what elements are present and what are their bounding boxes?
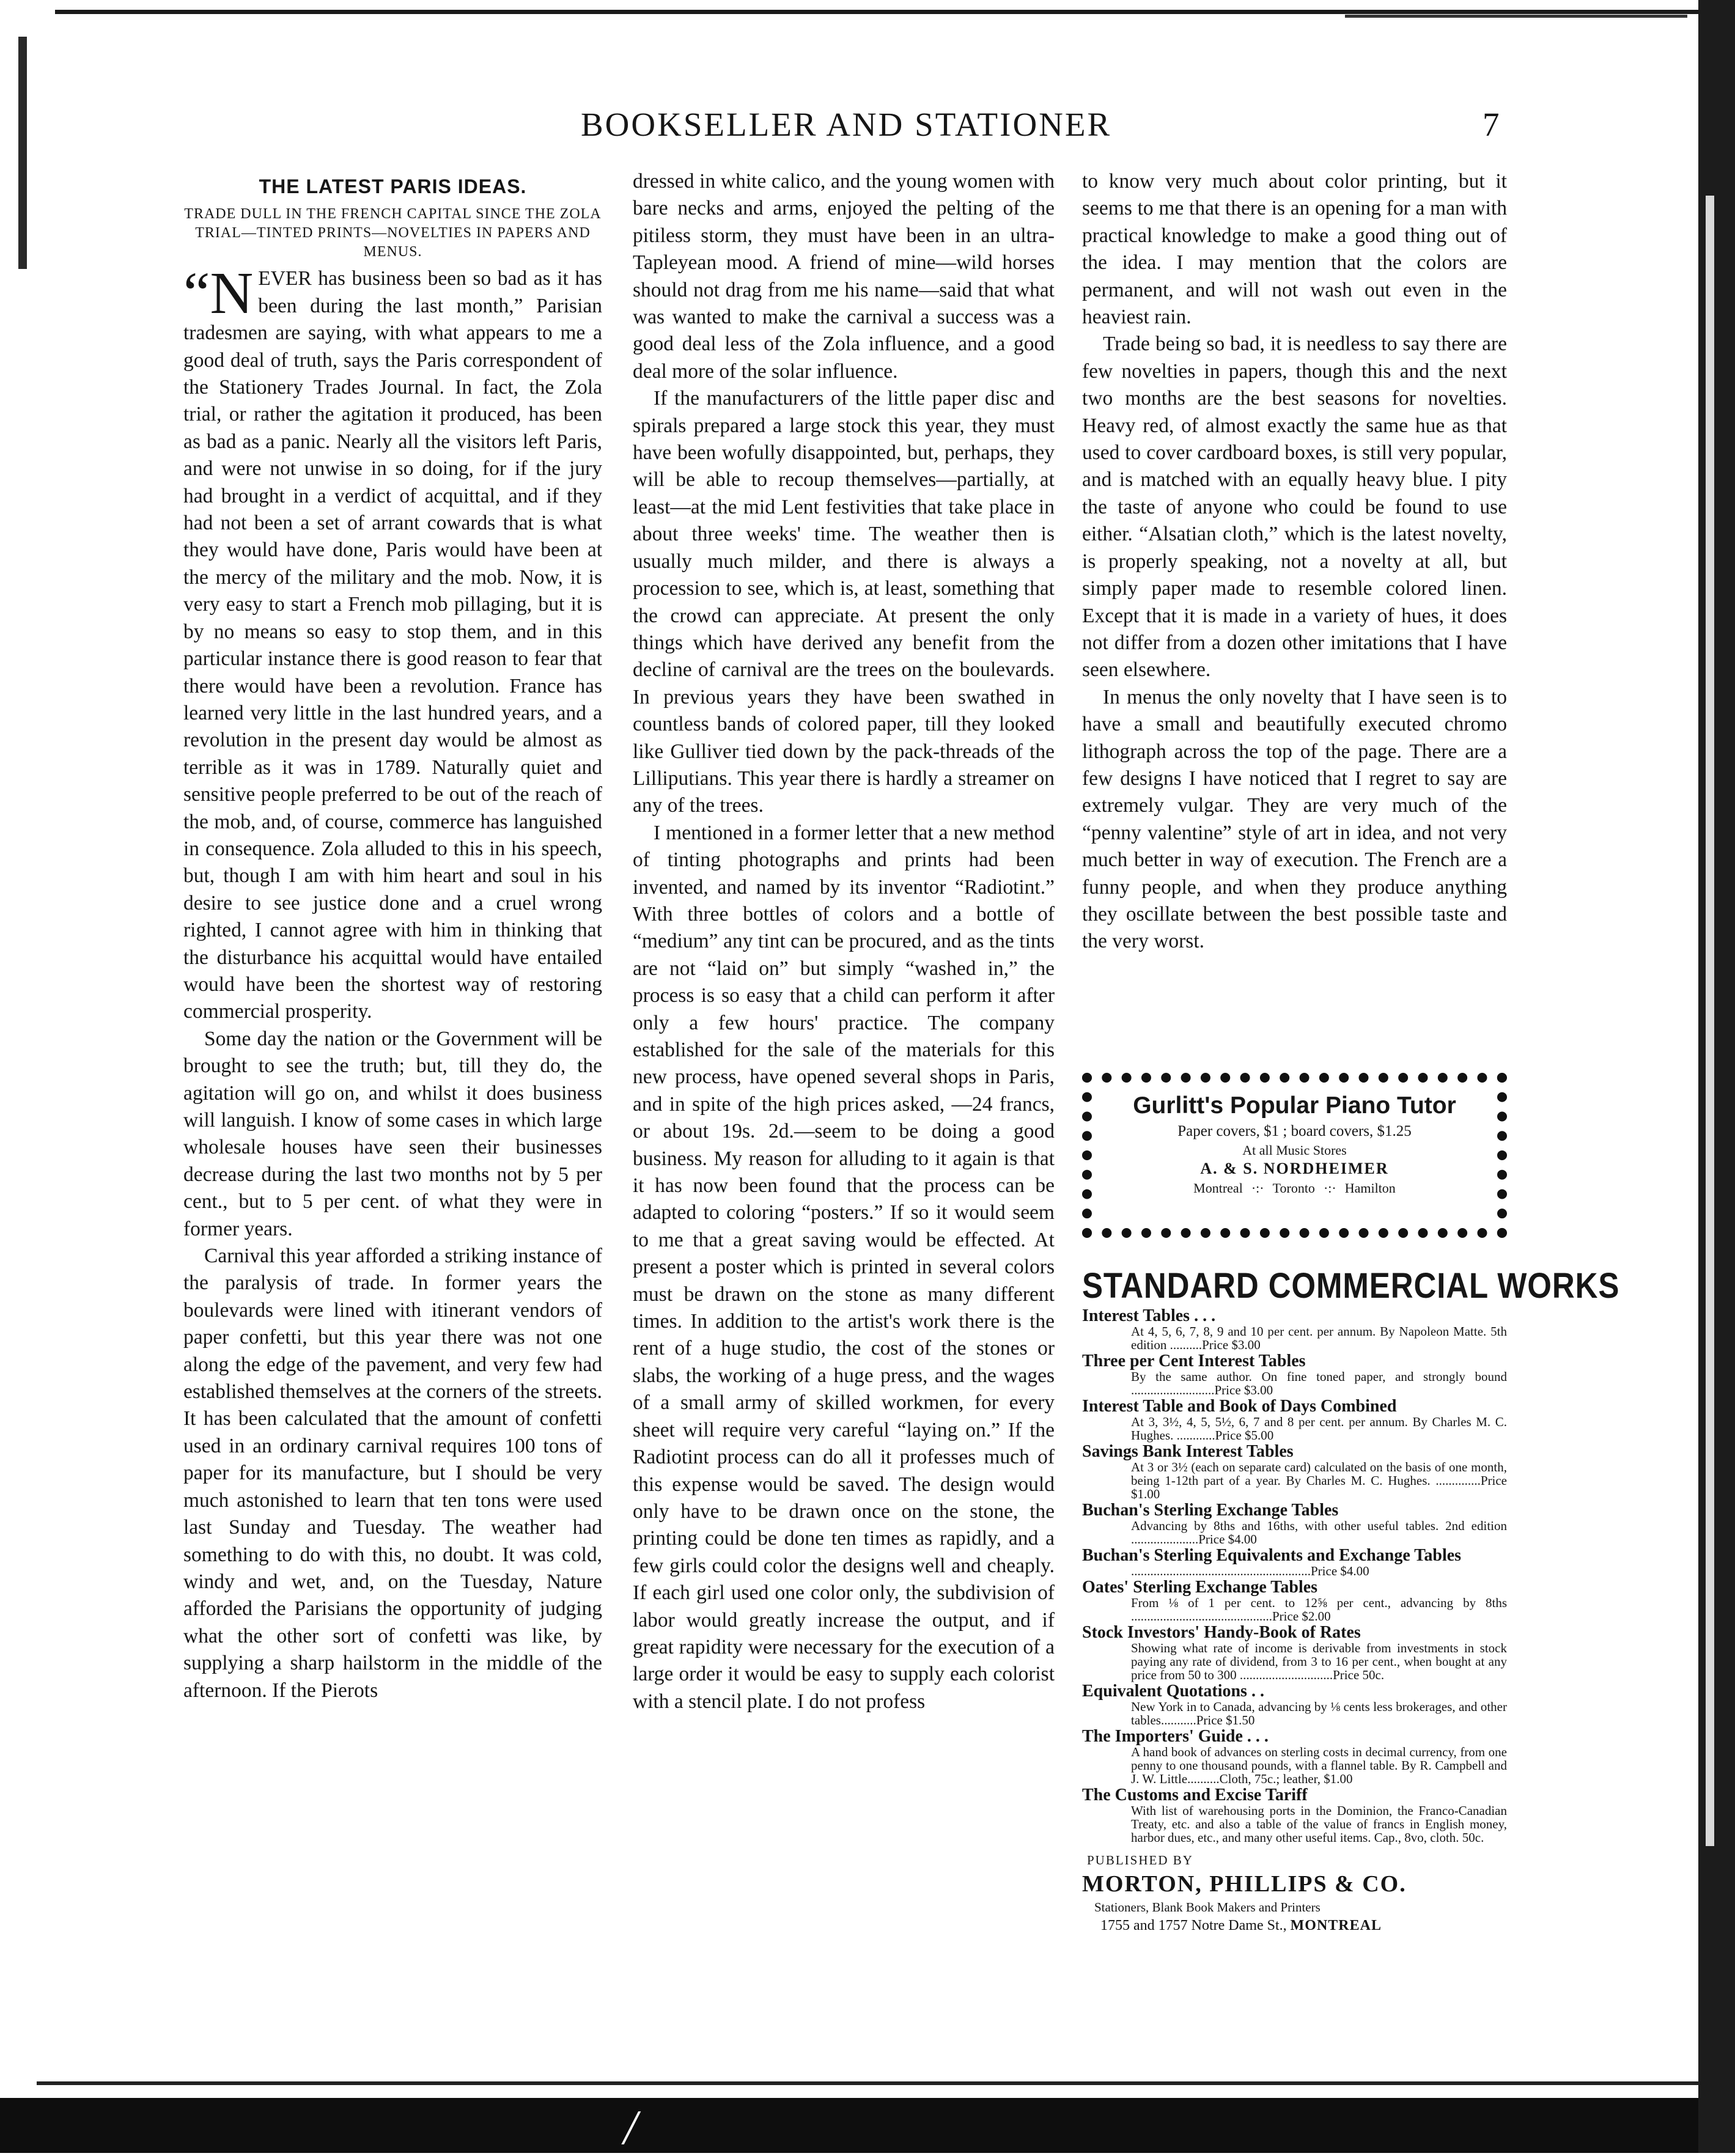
publisher-address: 1755 and 1757 Notre Dame St., MONTREAL (1100, 1918, 1382, 1933)
standard-ad-item-description: At 3 or 3½ (each on separate card) calculated on the basis of one month, being 1-12th part of a year. By Charles M. C. Hughes. ..............Price $1.00 (1131, 1460, 1507, 1501)
standard-ad-item-description: At 4, 5, 6, 7, 8, 9 and 10 per cent. per annum. By Napoleon Matte. 5th edition ..........Price $3.00 (1131, 1324, 1507, 1352)
bottom-rule (37, 2081, 1700, 2085)
gurlitt-ad-prices: Paper covers, $1 ; board covers, $1.25 (1177, 1123, 1412, 1139)
page-header (0, 105, 1735, 154)
article-headline: THE LATEST PARIS IDEAS. (259, 175, 527, 197)
standard-ad-title: STANDARD COMMERCIAL WORKS (1082, 1266, 1620, 1306)
paragraph-4: If the manufacturers of the little paper disc and spirals prepared a large stock this year, they must have been wofully disappointed, but, perhaps, they will be able to recoup themselves—partially, at least—at the mid Lent festivities that take place in about three weeks' time. The weather then is usually much milder, and there is always a procession to see, which is, at least, something that the crowd can appreciate. At present the only things which have derived any benefit from the decline of carnival are the trees on the boulevards. In previous years they have been swathed in countless bands of colored paper, till they looked like Gulliver tied down by the pack-threads of the Lilliputians. This year there is hardly a streamer on any of the trees. (633, 387, 1055, 817)
top-edge-rule-right (1345, 15, 1687, 18)
standard-ad-item-name: Interest Table and Book of Days Combined (1082, 1397, 1397, 1416)
standard-ad-item (1082, 1308, 1507, 1352)
running-head: BOOKSELLER AND STATIONER (581, 106, 1112, 143)
standard-ad-item-name: Oates' Sterling Exchange Tables (1082, 1578, 1318, 1597)
standard-ad-item-description: Showing what rate of income is derivable from investments in stock paying any rate of dividend, from 3 to 16 per cent., when bought at any price from 50 to 300 .............................Price 50c. (1131, 1641, 1507, 1682)
standard-ad-item-name: Stock Investors' Handy-Book of Rates (1082, 1623, 1361, 1642)
gurlitt-ad-title: Gurlitt's Popular Piano Tutor (1133, 1092, 1456, 1119)
bottom-pen-mark: / (624, 2101, 638, 2155)
paragraph-3: Carnival this year afforded a striking instance of the paralysis of trade. In former years the boulevards were lined with itinerant vendors of paper confetti, but this year there was not one along the edge of the pavement, and very few had established themselves at the corners of the streets. It has been calculated that the amount of confetti used in an ordinary carnival requires 100 tons of paper for its manufacture, but I should be very much astonished to learn that ten tons were used last Sunday and Tuesday. The weather had something to do with this, no doubt. It was cold, windy and wet, and, on the Tuesday, Nature afforded the Parisians the opportunity of judging what the other sort of confetti was like, by supplying a sharp hailstorm in the middle of the afternoon. If the Pierots (183, 1245, 602, 1702)
standard-ad-item (1082, 1547, 1507, 1578)
paragraph-3-continued: dressed in white calico, and the young women with bare necks and arms, enjoyed the pelting of the pitiless storm, they must have been in an ultra-Tapleyean mood. A friend of mine—wild horses should not drag from me his name—said that what was wanted to make the carnival a success was a good deal less of the Zola influence, and a good deal more of the solar influence. (633, 170, 1055, 383)
paragraph-5-continued: to know very much about color printing, but it seems to me that there is an opening for a man with practical knowledge to make a good thing out of the idea. I may mention that the colors are permanent, and will not wash out even in the heaviest rain. (1082, 170, 1507, 329)
article-subhead: TRADE DULL IN THE FRENCH CAPITAL SINCE THE ZOLA TRIAL—TINTED PRINTS—NOVELTIES IN PAPERS AND MENUS. (184, 206, 602, 260)
published-by-label: PUBLISHED BY (1087, 1853, 1193, 1867)
standard-ad-item-description: By the same author. On fine toned paper, and strongly bound ..........................Price $3.00 (1131, 1369, 1507, 1397)
paragraph-7: In menus the only novelty that I have seen is to have a small and beautifully executed chromo lithograph across the top of the page. There are a few designs I have noticed that I regret to say are extremely vulgar. They are very much of the “penny valentine” style of art in idea, and not very much better in way of execution. The French are a funny people, and when they produce anything they oscillate between the best possible taste and the very worst. (1082, 685, 1507, 953)
standard-ad-item-name: The Customs and Excise Tariff (1082, 1786, 1308, 1805)
standard-ad-item-description: At 3, 3½, 4, 5, 5½, 6, 7 and 8 per cent. per annum. By Charles M. C. Hughes. ............Price $5.00 (1131, 1415, 1507, 1443)
drop-cap: “N (183, 260, 254, 327)
column-2 (633, 168, 1055, 2008)
standard-ad-item-name: Three per Cent Interest Tables (1082, 1352, 1306, 1370)
standard-ad-item (1082, 1683, 1507, 1727)
standard-commercial-works-advertisement (1082, 1265, 1620, 1981)
gurlitt-ad-publisher: A. & S. NORDHEIMER (1200, 1160, 1389, 1177)
standard-ad-item-name: Buchan's Sterling Equivalents and Exchange Tables (1082, 1546, 1462, 1565)
standard-ad-item (1082, 1579, 1507, 1623)
standard-ad-item-description: A hand book of advances on sterling costs in decimal currency, from one penny to one thousand pounds, with a flannel table. By R. Campbell and J. W. Little..........Cloth, 75c.; leather, $1.00 (1131, 1745, 1507, 1786)
column-3 (1082, 168, 1507, 1061)
gurlitt-ad-cities: Montreal ·:· Toronto ·:· Hamilton (1193, 1180, 1396, 1196)
publisher-description: Stationers, Blank Book Makers and Printers (1094, 1900, 1321, 1915)
standard-ad-item-description: New York in to Canada, advancing by ⅛ cents less brokerages, and other tables...........Price $1.50 (1131, 1699, 1507, 1727)
standard-ad-item-name: Equivalent Quotations . . (1082, 1682, 1264, 1701)
standard-ad-item-name: The Importers' Guide . . . (1082, 1727, 1269, 1746)
standard-ad-item (1082, 1787, 1507, 1844)
paragraph-5: I mentioned in a former letter that a new method of tinting photographs and prints had been invented, and named by its inventor “Radiotint.” With three bottles of colors and a bottle of “medium” any tint can be procured, and as the tints are not “laid on” but simply “washed in,” the process is so easy that a child can perform it after only a few hours' practice. The company established for the sale of the materials for this new process, have opened several shops in Paris, and in spite of the high prices asked, —24 francs, or about 19s. 2d.—seem to be doing a good business. My reason for alluding to it again is that it has now been found that the process can be adapted to coloring “posters.” If so it would seem to me that a great saving would be effected. At present a poster which is printed in several colors must be drawn on the stone as many different times. In addition to the artist's work there is the rent of a huge studio, the cost of the stones or slabs, the working of a huge press, and the wages of a small army of skilled workmen, for every sheet will require very careful “laying on.” If the Radiotint process can do all it professes much of this expense would be saved. The design would only have to be drawn once on the stone, the printing could be done ten times as rapidly, and a few girls could color the designs well and cheaply. If each girl used one color only, the subdivision of labor would greatly increase the output, and if great rapidity were necessary for the execution of a large order it would be easy to supply each colorist with a stencil plate. I do not profess (633, 821, 1055, 1713)
standard-ad-item (1082, 1353, 1507, 1397)
gurlitt-advertisement (1082, 1073, 1507, 1238)
standard-ad-item (1082, 1624, 1507, 1682)
paragraph-2: Some day the nation or the Government will be brought to see the truth; but, till they do, the agitation will go on, and whilst it does business will languish. I know of some cases in which large wholesale houses have seen their businesses decrease during the last two months not by 5 per cent., but to 5 per cent. of what they were in former years. (183, 1027, 602, 1240)
city-hamilton: Hamilton (1344, 1180, 1396, 1196)
right-scan-edge (1698, 0, 1735, 2153)
right-scan-edge-gap (1706, 196, 1714, 1846)
standard-ad-item-name: Savings Bank Interest Tables (1082, 1442, 1294, 1461)
standard-ad-item-description: From ⅛ of 1 per cent. to 12⅝ per cent., advancing by 8ths ............................................Price $2.00 (1131, 1595, 1507, 1624)
standard-ad-list (1082, 1308, 1507, 1844)
standard-ad-item (1082, 1502, 1507, 1546)
paragraph-1: “N EVER has business been so bad as it has been during the last month,” Parisian tradesmen are saying, with what appears to me a good deal of truth, says the Paris correspondent of the Stationery Trades Journal. In fact, the Zola trial, or rather the agitation it produced, has been as bad as a panic. Nearly all the visitors left Paris, and were not unwise in so doing, for if the jury had brought in a verdict of acquittal, and if they had not been a set of arrant cowards that is what they would have done, Paris would have been at the mercy of the military and the mob. Now, it is very easy to start a French mob pillaging, but it is by no means so easy to stop them, and in this particular instance there is good reason to fear that there would have been a revolution. France has learned very little in the last hundred years, and a revolution in the present day would be almost as terrible as it was in 1789. Naturally quiet and sensitive people preferred to be out of the reach of the mob, and, of course, commerce has languished in consequence. Zola alluded to this in his speech, but, though I am with him heart and soul in his desire to see justice done and a cruel wrong righted, I cannot agree with him in thinking that the disturbance his acquittal would have entailed would have been the shortest way of restoring commercial prosperity. (183, 260, 602, 1023)
gurlitt-ad-availability: At all Music Stores (1242, 1142, 1347, 1158)
standard-ad-item-description: With list of warehousing ports in the Dominion, the Franco-Canadian Treaty, etc. and also a table of the value of francs in English money, harbor dues, etc., and many other useful items. Cap., 8vo, cloth. 50c. (1131, 1803, 1507, 1845)
top-edge-rule (55, 10, 1706, 14)
bottom-scan-bar (0, 2098, 1698, 2153)
standard-ad-item-description: Advancing by 8ths and 16ths, with other useful tables. 2nd edition .....................Price $4.00 (1131, 1518, 1507, 1547)
page-number: 7 (1483, 106, 1500, 143)
paragraph-6: Trade being so bad, it is needless to say there are few novelties in papers, though this and the next two months are the best seasons for novelties. Heavy red, of almost exactly the same hue as that used to cover cardboard boxes, is still very popular, and is matched with an equally heavy blue. I pity the taste of anyone who could be found to use either. “Alsatian cloth,” which is the latest novelty, is properly speaking, not a novelty at all, but simply paper made to resemble colored linen. Except that it is made in a variety of hues, it does not differ from a dozen other imitations that I have seen elsewhere. (1082, 333, 1507, 682)
standard-ad-item-description: ........................................................Price $4.00 (1131, 1564, 1369, 1578)
standard-ad-item (1082, 1443, 1507, 1501)
standard-ad-item-name: Buchan's Sterling Exchange Tables (1082, 1501, 1339, 1520)
publisher-name: MORTON, PHILLIPS & CO. (1082, 1871, 1407, 1897)
standard-ad-item (1082, 1728, 1507, 1786)
standard-ad-item-name: Interest Tables . . . (1082, 1306, 1216, 1325)
standard-ad-item (1082, 1398, 1507, 1442)
column-1 (183, 168, 602, 2008)
city-montreal: Montreal (1193, 1180, 1243, 1196)
city-toronto: Toronto (1272, 1180, 1315, 1196)
